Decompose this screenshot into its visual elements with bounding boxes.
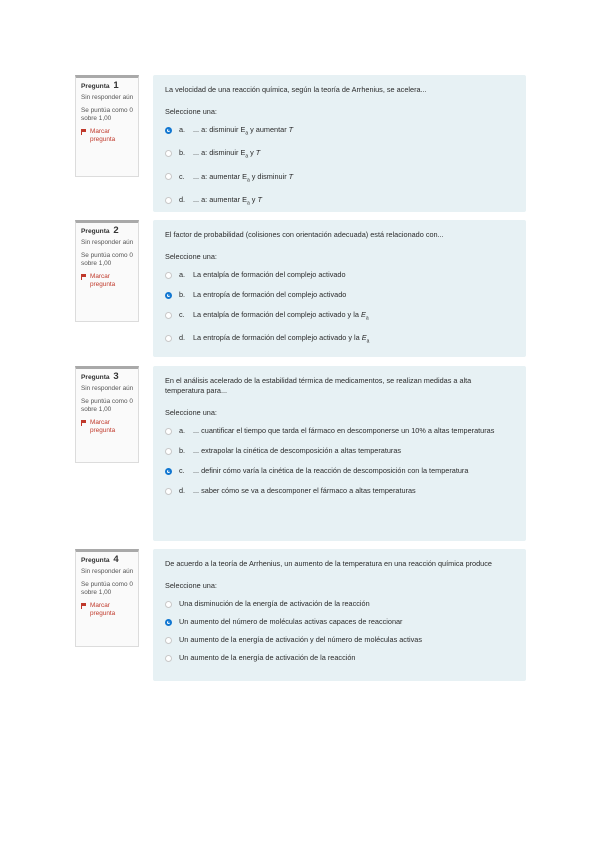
flag-icon <box>81 274 87 280</box>
question-points: Se puntúa como 0 sobre 1,00 <box>81 397 133 414</box>
radio-button[interactable] <box>165 272 172 279</box>
question-points: Se puntúa como 0 sobre 1,00 <box>81 251 133 268</box>
answer-option-c[interactable]: c. La entalpía de formación del complejo activado y la $E_a$ <box>165 310 512 323</box>
radio-button[interactable] <box>165 428 172 435</box>
radio-button[interactable] <box>165 312 172 319</box>
answer-option-c[interactable]: c. ... a: aumentar $E_a$ y disminuir T <box>165 172 512 185</box>
answer-option-c[interactable]: c. ... definir cómo varía la cinética de la reacción de descomposición con la temperatura <box>165 466 512 476</box>
select-prompt: Seleccione una: <box>165 408 217 417</box>
radio-button[interactable] <box>165 197 172 204</box>
question-status: Sin responder aún <box>81 239 134 247</box>
answer-option-a[interactable]: a. ... cuantificar el tiempo que tarda el fármaco en descomponerse un 10% a altas temperaturas <box>165 426 512 436</box>
answer-option-d[interactable]: d. ... saber cómo se va a descomponer el fármaco a altas temperaturas <box>165 486 512 496</box>
answer-option-4[interactable]: Un aumento de la energía de activación de la reacción <box>165 653 512 663</box>
radio-button[interactable] <box>165 173 172 180</box>
question-status: Sin responder aún <box>81 94 134 102</box>
radio-button[interactable] <box>165 292 172 299</box>
question-status: Sin responder aún <box>81 568 134 576</box>
radio-button[interactable] <box>165 619 172 626</box>
radio-button[interactable] <box>165 150 172 157</box>
question-points: Se puntúa como 0 sobre 1,00 <box>81 580 133 597</box>
radio-button[interactable] <box>165 637 172 644</box>
question-info <box>75 75 139 177</box>
question-content <box>153 549 526 681</box>
question-content <box>153 220 526 357</box>
answer-option-b[interactable]: b. ... a: disminuir $E_a$ y T <box>165 148 512 161</box>
flag-question-link[interactable]: Marcar pregunta <box>81 602 134 619</box>
question-info <box>75 220 139 322</box>
flag-icon <box>81 603 87 609</box>
question-number: Pregunta 2 <box>81 225 119 236</box>
question-text: La velocidad de una reacción química, según la teoría de Arrhenius, se acelera... <box>165 85 427 94</box>
question-content <box>153 75 526 212</box>
question-text: En el análisis acelerado de la estabilidad térmica de medicamentos, se realizan medidas a alta temperatura para... <box>165 376 472 395</box>
radio-button[interactable] <box>165 655 172 662</box>
flag-question-link[interactable]: Marcar pregunta <box>81 128 134 145</box>
question-number: Pregunta 3 <box>81 371 119 382</box>
flag-icon <box>81 129 87 135</box>
answer-option-1[interactable]: Una disminución de la energía de activación de la reacción <box>165 599 512 609</box>
question-text: De acuerdo a la teoría de Arrhenius, un aumento de la temperatura en una reacción química produce <box>165 559 492 568</box>
question-number: Pregunta 1 <box>81 80 119 91</box>
radio-button[interactable] <box>165 448 172 455</box>
answer-option-a[interactable]: a. La entalpía de formación del complejo activado <box>165 270 512 280</box>
radio-button[interactable] <box>165 601 172 608</box>
question-number: Pregunta 4 <box>81 554 119 565</box>
answer-option-b[interactable]: b. ... extrapolar la cinética de descomposición a altas temperaturas <box>165 446 512 456</box>
question-points: Se puntúa como 0 sobre 1,00 <box>81 106 133 123</box>
answer-option-a[interactable]: a. ... a: disminuir $E_a$ y aumentar T <box>165 125 512 138</box>
select-prompt: Seleccione una: <box>165 581 217 590</box>
radio-button[interactable] <box>165 335 172 342</box>
select-prompt: Seleccione una: <box>165 252 217 261</box>
question-text: El factor de probabilidad (colisiones con orientación adecuada) está relacionado con... <box>165 230 444 239</box>
flag-icon <box>81 420 87 426</box>
question-info <box>75 549 139 647</box>
answer-option-d[interactable]: d. ... a: aumentar $E_a$ y T <box>165 195 512 208</box>
question-content <box>153 366 526 541</box>
radio-button[interactable] <box>165 488 172 495</box>
radio-button[interactable] <box>165 127 172 134</box>
answer-option-3[interactable]: Un aumento de la energía de activación y del número de moléculas activas <box>165 635 512 645</box>
flag-question-link[interactable]: Marcar pregunta <box>81 419 134 436</box>
radio-button[interactable] <box>165 468 172 475</box>
answer-option-d[interactable]: d. La entropía de formación del complejo activado y la $E_a$ <box>165 333 512 346</box>
answer-option-b[interactable]: b. La entropía de formación del complejo activado <box>165 290 512 300</box>
answer-option-2[interactable]: Un aumento del número de moléculas activas capaces de reaccionar <box>165 617 512 627</box>
select-prompt: Seleccione una: <box>165 107 217 116</box>
flag-question-link[interactable]: Marcar pregunta <box>81 273 134 290</box>
question-status: Sin responder aún <box>81 385 134 393</box>
question-info <box>75 366 139 463</box>
